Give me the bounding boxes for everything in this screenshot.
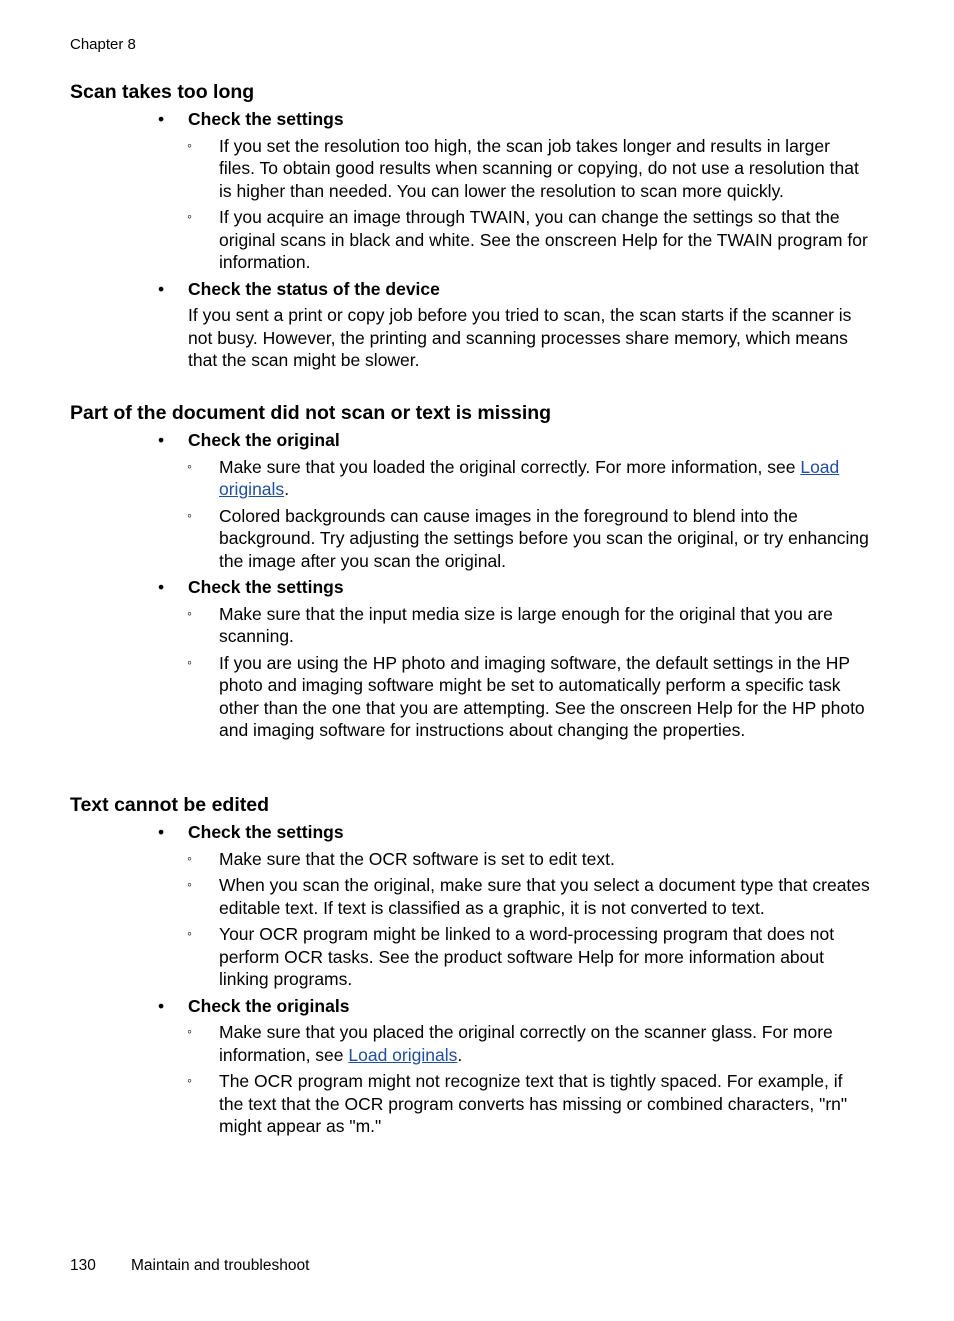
sub-item bbox=[70, 848, 870, 871]
section-heading: Part of the document did not scan or text is missing bbox=[70, 402, 552, 424]
sub-item-text: If you acquire an image through TWAIN, you can change the settings so that the original scans in black and white. See the onscreen Help for the TWAIN program for information. bbox=[219, 207, 868, 272]
bullet-item bbox=[70, 278, 870, 301]
bullet-title: Check the status of the device bbox=[188, 278, 440, 299]
load-originals-link[interactable]: Load originals bbox=[219, 456, 840, 499]
section-missing-text bbox=[70, 401, 870, 742]
sub-item-text: When you scan the original, make sure that you select a document type that creates editable text. If text is classified as a graphic, it is not converted to text. bbox=[219, 875, 870, 918]
section-heading: Text cannot be edited bbox=[70, 794, 269, 816]
bullet-item bbox=[70, 108, 870, 131]
sub-item-text: Colored backgrounds can cause images in the foreground to blend into the background. Try adjusting the settings before you scan the original, or try enhancing the image after you scan the original. bbox=[219, 505, 869, 571]
sub-bullet-icon: ◦ bbox=[187, 457, 192, 474]
bullet-icon: • bbox=[158, 430, 165, 450]
bullet-icon: • bbox=[158, 109, 165, 129]
sub-bullet-icon: ◦ bbox=[187, 136, 192, 153]
bullet-item bbox=[70, 576, 870, 599]
bullet-title: Check the originals bbox=[188, 995, 350, 1016]
sub-item bbox=[70, 206, 870, 274]
section-scan-too-long bbox=[70, 80, 870, 372]
sub-item-text: Make sure that the OCR software is set to edit text. bbox=[219, 848, 615, 869]
sub-item-text-end: . bbox=[284, 479, 290, 499]
footer-title: Maintain and troubleshoot bbox=[131, 1257, 310, 1274]
sub-item bbox=[70, 603, 870, 648]
sub-bullet-icon: ◦ bbox=[187, 1072, 192, 1088]
sub-item bbox=[70, 1021, 870, 1066]
bullet-title: Check the settings bbox=[188, 822, 344, 842]
bullet-icon: • bbox=[158, 577, 165, 597]
bullet-title: Check the original bbox=[188, 430, 340, 450]
sub-item bbox=[70, 923, 870, 991]
bullet-icon: • bbox=[158, 822, 165, 842]
bullet-icon: • bbox=[158, 278, 165, 299]
bullet-icon: • bbox=[158, 995, 165, 1016]
sub-item-text: If you are using the HP photo and imaging software, the default settings in the HP photo and imaging software might be set to automatically perform a specific task other than the one that you are attempting. See the onscreen Help for the HP photo and imaging software for instructions about changing the properties. bbox=[219, 652, 865, 740]
sub-bullet-icon: ◦ bbox=[187, 876, 192, 892]
sub-item bbox=[70, 1070, 870, 1138]
chapter-header: Chapter 8 bbox=[70, 36, 136, 53]
section-text-not-editable bbox=[70, 793, 870, 1138]
sub-bullet-icon: ◦ bbox=[187, 1023, 192, 1039]
bullet-title: Check the settings bbox=[188, 109, 344, 129]
sub-item bbox=[70, 135, 870, 203]
bullet-item bbox=[70, 429, 870, 452]
sub-bullet-icon: ◦ bbox=[187, 506, 192, 523]
page-footer bbox=[70, 1257, 310, 1275]
sub-bullet-icon: ◦ bbox=[187, 925, 192, 941]
load-originals-link[interactable]: Load originals bbox=[348, 1044, 458, 1065]
section-heading: Scan takes too long bbox=[70, 81, 255, 103]
sub-item-text-end: . bbox=[457, 1044, 463, 1065]
sub-item bbox=[70, 505, 870, 573]
sub-item bbox=[70, 456, 870, 501]
sub-bullet-icon: ◦ bbox=[187, 653, 192, 670]
sub-item-text: Make sure that you placed the original correctly on the scanner glass. For more information, see bbox=[219, 1022, 833, 1065]
bullet-item bbox=[70, 821, 870, 844]
sub-item-text: Your OCR program might be linked to a word-processing program that does not perform OCR tasks. See the product software Help for more information about linking programs. bbox=[219, 924, 835, 989]
bullet-paragraph: If you sent a print or copy job before you tried to scan, the scan starts if the scanner is not busy. However, the printing and scanning processes share memory, which means that the scan might be slower. bbox=[188, 305, 852, 370]
sub-bullet-icon: ◦ bbox=[187, 604, 192, 621]
sub-item bbox=[70, 652, 870, 742]
sub-item bbox=[70, 874, 870, 919]
bullet-title: Check the settings bbox=[188, 577, 344, 597]
sub-item-text: If you set the resolution too high, the scan job takes longer and results in larger files. To obtain good results when scanning or copying, do not use a resolution that is higher than needed. You can lower the resolution to scan more quickly. bbox=[219, 135, 859, 201]
sub-bullet-icon: ◦ bbox=[187, 849, 192, 866]
sub-item-text: Make sure that the input media size is large enough for the original that you are scanning. bbox=[219, 603, 833, 646]
sub-item-text: Make sure that you loaded the original correctly. For more information, see bbox=[219, 456, 801, 477]
sub-item-text: The OCR program might not recognize text that is tightly spaced. For example, if the text that the OCR program converts has missing or combined characters, "rn" might appear as "m." bbox=[219, 1071, 848, 1136]
page-number: 130 bbox=[70, 1257, 96, 1274]
sub-bullet-icon: ◦ bbox=[187, 208, 192, 224]
bullet-item bbox=[70, 995, 870, 1018]
